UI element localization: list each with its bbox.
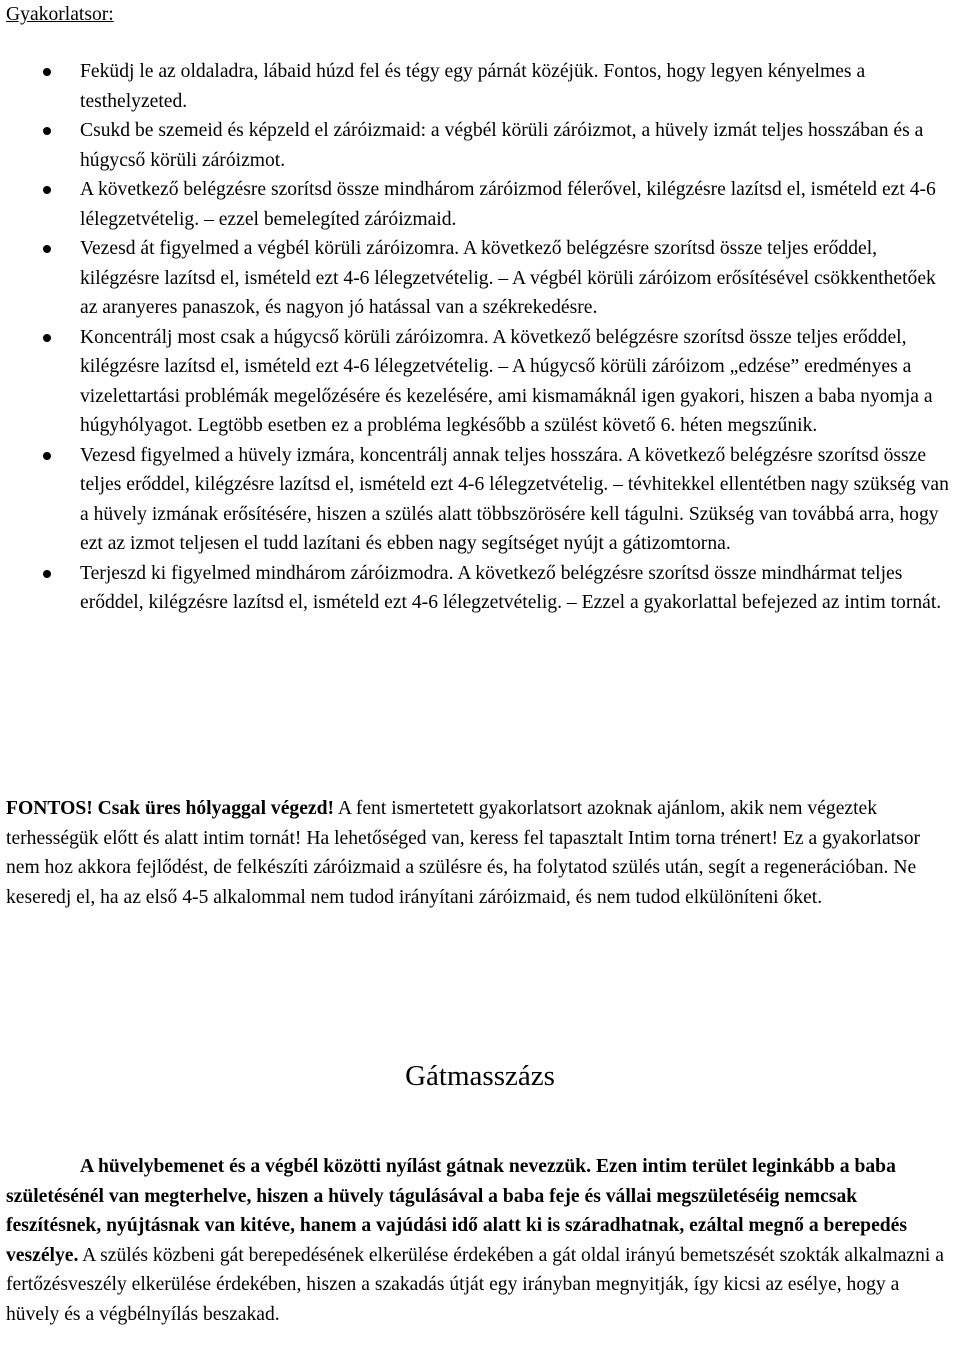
- section-paragraph-bold: A hüvelybemenet és a végbél közötti nyílást gátnak nevezzük. Ezen intim terület leginkább a baba születésénél van megterhelve, hiszen a hüvely tágulásával a baba feje és vállai megszületéséig nemcsak feszítésnek, nyújtásnak van kitéve, hanem a vajúdási idő alatt ki is száradhatnak, ezáltal megnő a berepedés veszélye.: [6, 1156, 907, 1266]
- list-item: [0, 57, 960, 116]
- important-note-bold: FONTOS! Csak üres hólyaggal végezd!: [6, 798, 335, 819]
- list-item: [0, 323, 960, 441]
- list-item-text: A következő belégzésre szorítsd össze mindhárom záróizmod félerővel, kilégzésre lazítsd el, ismételd ezt 4-6 lélegzetvételig. – ezzel bemelegíted záróizmaid.: [80, 179, 936, 230]
- list-item-text: Terjeszd ki figyelmed mindhárom záróizmodra. A következő belégzésre szorítsd össze mindhármat teljes erőddel, kilégzésre lazítsd el, ismételd ezt 4-6 lélegzetvételig. – Ezzel a gyakorlattal befejezed az intim tornát.: [80, 562, 942, 613]
- list-item: [0, 234, 960, 323]
- bullet-icon: [43, 570, 51, 578]
- list-item-text: Vezesd át figyelmed a végbél körüli záróizomra. A következő belégzésre szorítsd össze teljes erőddel, kilégzésre lazítsd el, ismételd ezt 4-6 lélegzetvételig. – A végbél körüli záróizom erősítésével csökkenthetőek az aranyeres panaszok, és nagyon jó hatással van a székrekedésre.: [80, 238, 936, 318]
- list-item-text: Vezesd figyelmed a hüvely izmára, koncentrálj annak teljes hosszára. A következő belégzésre szorítsd össze teljes erőddel, kilégzésre lazítsd el, ismételd ezt 4-6 lélegzetvételig. – tévhitekkel ellentétben nagy szükség van a hüvely izmának erősítésére, hiszen a szülés alatt többszörösére kell tágulni. Szükség van továbbá arra, hogy ezt az izmot teljesen el tudd lazítani és ebben nagy segítséget nyújt a gátizomtorna.: [80, 444, 949, 554]
- exercise-list: [0, 57, 960, 618]
- list-item: [0, 175, 960, 234]
- section-title: Gátmasszázs: [405, 1060, 555, 1092]
- bullet-icon: [43, 452, 51, 460]
- bullet-icon: [43, 186, 51, 194]
- bullet-icon: [43, 334, 51, 342]
- list-item-text: Feküdj le az oldaladra, lábaid húzd fel és tégy egy párnát közéjük. Fontos, hogy legyen kényelmes a testhelyzeted.: [80, 61, 866, 112]
- exercise-heading: Gyakorlatsor:: [6, 4, 114, 25]
- list-item-text: Koncentrálj most csak a húgycső körüli záróizomra. A következő belégzésre szorítsd össze teljes erőddel, kilégzésre lazítsd el, ismételd ezt 4-6 lélegzetvételig. – A húgycső körüli záróizom „edzése” eredményes a vizelettartási problémák megelőzésére és kezelésére, ami kismamáknál igen gyakori, hiszen a baba nyomja a húgyhólyagot. Legtöbb esetben ez a probléma legkésőbb a szülést követő 6. héten megszűnik.: [80, 326, 933, 436]
- section-paragraph-text: A szülés közbeni gát berepedésének elkerülése érdekében a gát oldal irányú bemetszését szokták alkalmazni a fertőzésveszély elkerülése érdekében, hiszen a szakadás útját egy irányban megnyitják, így kicsi az esélye, hogy a hüvely és a végbélnyílás beszakad.: [6, 1244, 944, 1325]
- list-item: [0, 559, 960, 618]
- list-item-text: Csukd be szemeid és képzeld el záróizmaid: a végbél körüli záróizmot, a hüvely izmát teljes hosszában és a húgycső körüli záróizmot.: [80, 120, 924, 171]
- important-note-text: A fent ismertetett gyakorlatsort azoknak ajánlom, akik nem végeztek terhességük előtt és alatt intim tornát! Ha lehetőséged van, keress fel tapasztalt Intim torna trénert! Ez a gyakorlatsor nem hoz akkora fejlődést, de felkészíti záróizmaid a szülésre és, ha folytatod szülés után, segít a regenerációban. Ne keseredj el, ha az első 4-5 alkalommal nem tudod irányítani záróizmaid, és nem tudod elkülöníteni őket.: [6, 798, 921, 908]
- bullet-icon: [43, 68, 51, 76]
- bullet-icon: [43, 245, 51, 253]
- bullet-icon: [43, 127, 51, 135]
- list-item: [0, 441, 960, 559]
- section-paragraph: [6, 1152, 956, 1329]
- important-note: [6, 794, 956, 912]
- list-item: [0, 116, 960, 175]
